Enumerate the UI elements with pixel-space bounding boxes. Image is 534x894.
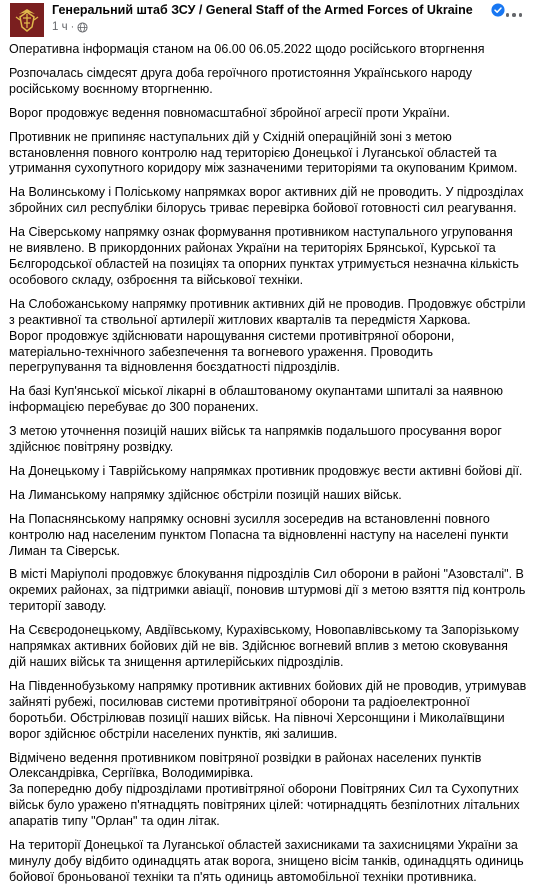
post-paragraph: На Сіверському напрямку ознак формування противником наступального угруповання не виявлено. В прикордонних районах України на територіях Брянської, Курської та Бєлгородської областей на позиціях та опорних пунктах утримується незначна кількість особового складу, озброєння та військової техніки. [9, 225, 519, 287]
coat-of-arms-icon [10, 3, 44, 37]
page-name-link[interactable]: Генеральний штаб ЗСУ / General Staff of the Armed Forces of Ukraine [52, 3, 473, 17]
post-paragraph: На Волинському і Поліському напрямках ворог активних дій не проводить. У підрозділах збройних сил республіки білорусь триває перевірка бойової готовності сил реагування. [9, 185, 524, 216]
more-dot [519, 13, 523, 17]
post-meta [52, 21, 88, 33]
post-paragraph: З метою уточнення позицій наших військ та напрямків подальшого просування ворог здійснює повітряну розвідку. [9, 424, 502, 455]
post-paragraph: На Південнобузькому напрямку противник активних бойових дій не проводив, утримував зайняті рубежі, посилював системи противітряної оборони та радіоелектронної боротьби. Обстрілював позиції наших військ. На півночі Херсонщини і Миколаївщини ворог здійснює обстріли населених пунктів, які залишив. [9, 678, 527, 741]
more-options-button[interactable] [502, 6, 526, 24]
page-avatar[interactable] [10, 3, 44, 37]
post-paragraph: На Лиманському напрямку здійснює обстріли позицій наших військ. [9, 487, 402, 502]
post-paragraph: На Попаснянському напрямку основні зусилля зосередив на встановленні повного контролю над населеним пунктом Попасна та відновленні наступу на населені пункти Лиман та Сіверськ. [9, 511, 509, 558]
post-paragraph: Противник не припиняє наступальних дій у Східній операційній зоні з метою встановлення повного контролю над територією Донецької і Луганської областей та утримання сухопутного коридору між зазначеними територіями та окупованим Кримом. [9, 129, 518, 176]
post-paragraph: На Слобожанському напрямку противник активних дій не проводив. Продовжує обстріли з реактивної та ствольної артилерії житлових кварталів та передмістя Харкова. Ворог продовжує здійснювати нарощування системи противітряної оборони, матеріально-технічного забезпечення та вогневого ураження. Проводить перегрупування та відновлення боєздатності підрозділів. [9, 296, 526, 375]
more-dot [506, 13, 510, 17]
post-text [9, 42, 527, 894]
post-paragraph: На території Донецької та Луганської областей захисниками та захисницями України за минулу добу відбито одинадцять атак ворога, знищено вісім танків, одинадцять одиниць бойової броньованої техніки та п'ять одиниць автомобільної техніки противника. [9, 838, 524, 884]
post-paragraph: На базі Куп'янської міської лікарні в облаштованому окупантами шпиталі за наявною інформацією перебуває до 300 поранених. [9, 384, 504, 415]
post-paragraph: Розпочалась сімдесят друга доба героїчного протистояння Українського народу російському воєнному вторгненню. [9, 65, 473, 96]
globe-icon[interactable] [77, 22, 88, 33]
post-paragraph: В місті Маріуполі продовжує блокування підрозділів Сил оборони в районі "Азовсталі". В окремих районах, за підтримки авіації, поновив штурмові дії з метою взяття під контроль території заводу. [9, 567, 526, 614]
post-paragraph: Оперативна інформація станом на 06.00 06.05.2022 щодо російського вторгнення [9, 42, 485, 56]
more-dot [512, 13, 516, 17]
meta-separator: · [70, 21, 75, 33]
post-paragraph: На Сєвєродонецькому, Авдіївському, Курахівському, Новопавлівському та Запорізькому напрямках активних бойових дій не вів. Здійснює вогневий вплив з метою сковування дій наших військ та знищення артилерійських підрозділів. [9, 623, 519, 669]
post-paragraph: На Донецькому і Таврійському напрямках противник продовжує вести активні бойові дії. [9, 463, 523, 478]
post-paragraph: Відмічено ведення противником повітряної розвідки в районах населених пунктів Олександрівка, Сергіївка, Володимирівка. За попередню добу підрозділами противітряної оборони Повітряних Сил та Сухопутних військ було уражено п'ятнадцять повітряних цілей: чотирнадцять безпілотних літальних апаратів типу "Орлан" та один літак. [9, 750, 520, 829]
post-timestamp[interactable]: 1 ч [52, 21, 68, 33]
post-paragraph: Ворог продовжує ведення повномасштабної збройної агресії проти України. [9, 105, 450, 120]
post-header [0, 0, 534, 40]
